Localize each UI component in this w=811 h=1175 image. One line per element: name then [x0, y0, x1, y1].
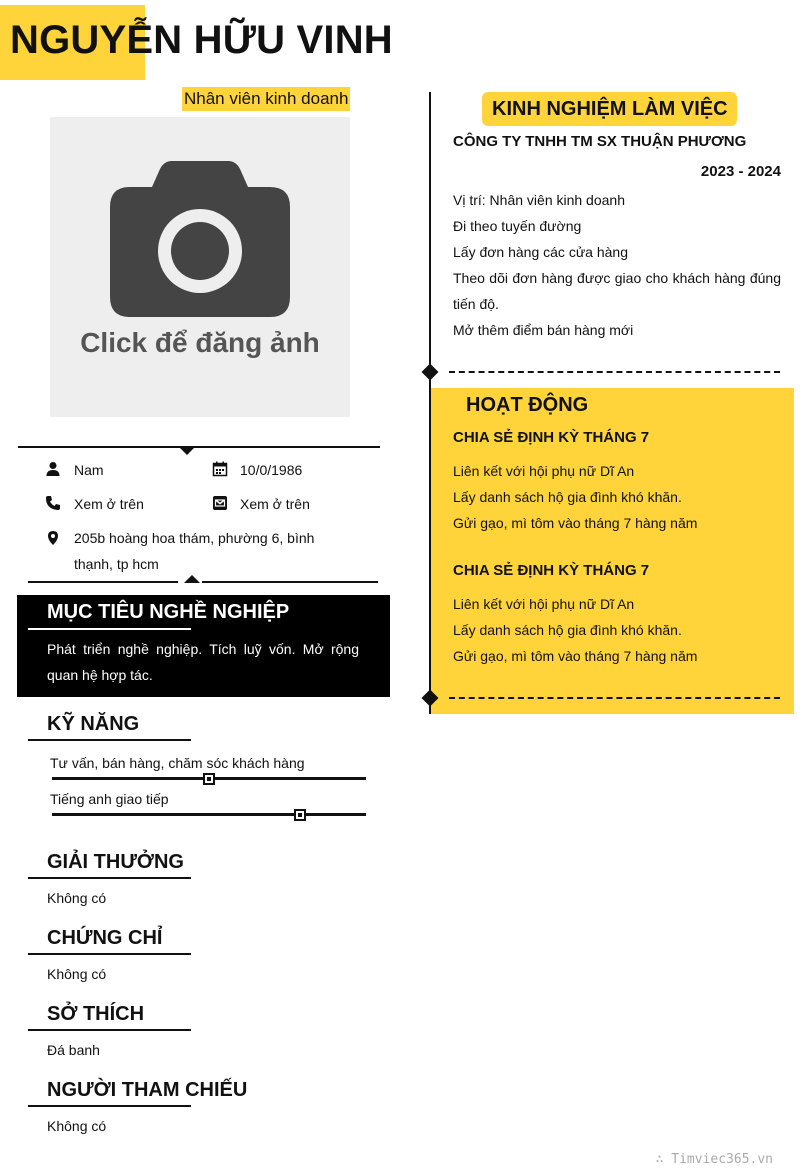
activity-description — [453, 591, 697, 669]
divider-arrow-up — [184, 575, 200, 583]
activity-line: Lấy danh sách hộ gia đình khó khăn. — [453, 489, 682, 505]
watermark-text: Timviec365.vn — [671, 1152, 773, 1167]
address-value: 205b hoàng hoa thám, phường 6, bình thạnh, tp hcm — [74, 530, 315, 572]
hobbies-text: Đá banh — [47, 1042, 100, 1058]
timeline-line — [429, 92, 431, 714]
calendar-icon — [212, 461, 228, 477]
certificates-title: CHỨNG CHỈ — [47, 927, 163, 949]
experience-description — [453, 187, 781, 343]
awards-title: GIẢI THƯỞNG — [47, 851, 184, 873]
divider-arrow-down — [179, 447, 195, 455]
skills-rule — [28, 739, 191, 741]
hobbies-rule — [28, 1029, 191, 1031]
watermark — [656, 1152, 773, 1167]
skill-level-knob[interactable] — [203, 773, 215, 785]
info-divider-bottom-left — [28, 581, 178, 583]
career-goal-rule — [28, 628, 191, 630]
skill-label: Tiếng anh giao tiếp — [50, 791, 169, 807]
activities-title: HOẠT ĐỘNG — [466, 394, 589, 416]
photo-placeholder-text: Click để đăng ảnh — [80, 327, 320, 358]
full-name: NGUYỄN HỮU VINH — [10, 18, 393, 62]
photo-upload[interactable] — [50, 117, 350, 417]
certificates-rule — [28, 953, 191, 955]
career-goal-text: Phát triển nghề nghiệp. Tích luỹ vốn. Mở rộng quan hệ hợp tác. — [47, 641, 359, 683]
hobbies-title: SỞ THÍCH — [47, 1003, 145, 1025]
experience-title: KINH NGHIỆM LÀM VIỆC — [492, 98, 728, 120]
references-text: Không có — [47, 1118, 107, 1134]
activity-name: CHIA SẺ ĐỊNH KỲ THÁNG 7 — [453, 562, 650, 579]
info-divider-top — [18, 446, 380, 448]
phone-value: Xem ở trên — [74, 496, 144, 512]
skill-label: Tư vấn, bán hàng, chăm sóc khách hàng — [50, 755, 305, 771]
activity-line: Liên kết với hội phụ nữ Dĩ An — [453, 596, 635, 612]
camera-icon — [110, 161, 290, 317]
company-name: CÔNG TY TNHH TM SX THUẬN PHƯƠNG — [453, 133, 747, 150]
user-icon — [45, 461, 61, 477]
awards-text: Không có — [47, 890, 107, 906]
skill-bar — [52, 813, 366, 816]
email-icon — [212, 495, 228, 511]
experience-line: Lấy đơn hàng các cửa hàng — [453, 244, 629, 260]
activity-line: Gửi gạo, mì tôm vào tháng 7 hàng năm — [453, 515, 698, 531]
references-rule — [28, 1105, 191, 1107]
info-divider-bottom-right — [202, 581, 378, 583]
phone-icon — [45, 495, 61, 511]
timeline-marker — [422, 364, 439, 381]
activity-name: CHIA SẺ ĐỊNH KỲ THÁNG 7 — [453, 429, 650, 446]
activity-line: Liên kết với hội phụ nữ Dĩ An — [453, 463, 635, 479]
gender-value: Nam — [74, 462, 104, 478]
experience-years: 2023 - 2024 — [700, 163, 781, 180]
email-value: Xem ở trên — [240, 496, 310, 512]
job-title: Nhân viên kinh doanh — [182, 87, 350, 111]
skills-title: KỸ NĂNG — [47, 713, 140, 735]
references-title: NGƯỜI THAM CHIẾU — [47, 1079, 248, 1101]
career-goal-title: MỤC TIÊU NGHỀ NGHIỆP — [47, 601, 290, 623]
activity-line: Lấy danh sách hộ gia đình khó khăn. — [453, 622, 682, 638]
experience-line: Vị trí: Nhân viên kinh doanh — [453, 192, 625, 208]
certificates-text: Không có — [47, 966, 107, 982]
map-marker-icon — [45, 530, 61, 546]
activities-dashed-divider — [449, 697, 780, 699]
activity-line: Gửi gạo, mì tôm vào tháng 7 hàng năm — [453, 648, 698, 664]
awards-rule — [28, 877, 191, 879]
watermark-logo-icon: ∴ — [655, 1152, 672, 1167]
experience-dashed-divider — [449, 371, 780, 373]
activity-description — [453, 458, 697, 536]
skill-level-knob[interactable] — [294, 809, 306, 821]
experience-line: Đi theo tuyến đường — [453, 218, 582, 234]
experience-line: Mở thêm điểm bán hàng mới — [453, 322, 634, 338]
experience-line: Theo dõi đơn hàng được giao cho khách hàng đúng tiến độ. — [453, 270, 781, 312]
birthday-value: 10/0/1986 — [240, 462, 303, 478]
